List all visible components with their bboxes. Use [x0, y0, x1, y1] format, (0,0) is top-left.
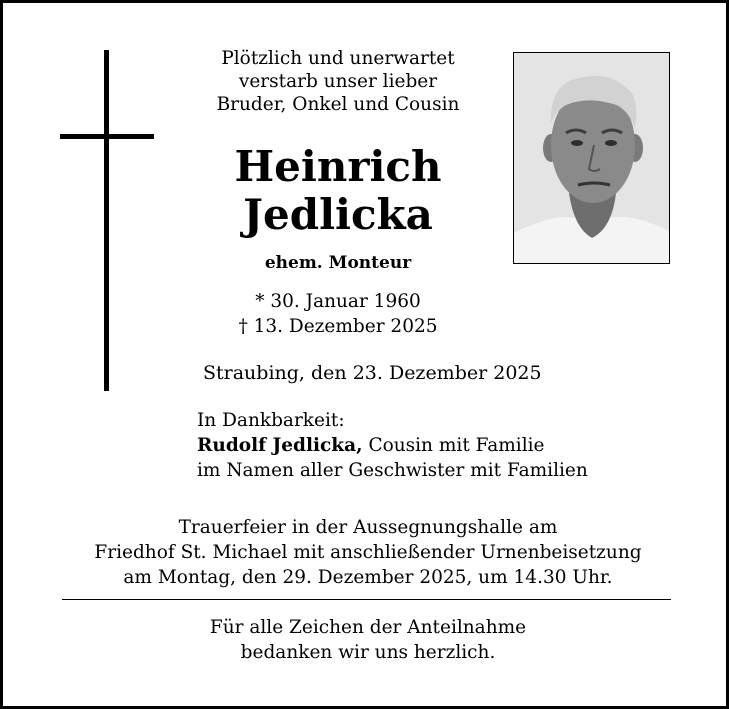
intro-line: verstarb unser lieber [238, 71, 438, 92]
cross-horizontal-bar [60, 134, 154, 139]
funeral-details [23, 515, 713, 590]
mourners-heading: In Dankbarkeit: [197, 410, 345, 431]
funeral-line: Trauerfeier in der Aussegnungshalle am [178, 517, 558, 538]
mourners-line-2: im Namen aller Geschwister mit Familien [197, 460, 588, 481]
deceased-name [173, 143, 503, 239]
portrait-illustration [514, 53, 669, 263]
deceased-last-name: Jedlicka [243, 190, 433, 239]
portrait-photo [513, 52, 670, 264]
funeral-line: Friedhof St. Michael mit anschließender Urnenbeisetzung [94, 542, 642, 563]
mourner-name: Rudolf Jedlicka, [197, 435, 363, 456]
closing-line: Für alle Zeichen der Anteilnahme [209, 617, 527, 638]
mourners-line [197, 433, 588, 458]
divider-line [62, 599, 671, 600]
death-date: † 13. Dezember 2025 [238, 316, 438, 337]
mourner-relation: Cousin mit Familie [362, 435, 545, 456]
cross-vertical-bar [104, 50, 109, 391]
life-dates [173, 289, 503, 339]
deceased-first-name: Heinrich [234, 142, 442, 191]
funeral-line: am Montag, den 29. Dezember 2025, um 14.30 Uhr. [123, 567, 613, 588]
mourners-block [197, 408, 588, 483]
intro-text [173, 47, 503, 116]
deceased-occupation: ehem. Monteur [264, 253, 412, 273]
place-and-date: Straubing, den 23. Dezember 2025 [203, 362, 542, 384]
closing-line: bedanken wir uns herzlich. [240, 642, 496, 663]
intro-line: Bruder, Onkel und Cousin [216, 94, 460, 115]
intro-line: Plötzlich und unerwartet [221, 48, 455, 69]
birth-date: * 30. Januar 1960 [255, 291, 421, 312]
closing-text [103, 615, 633, 665]
